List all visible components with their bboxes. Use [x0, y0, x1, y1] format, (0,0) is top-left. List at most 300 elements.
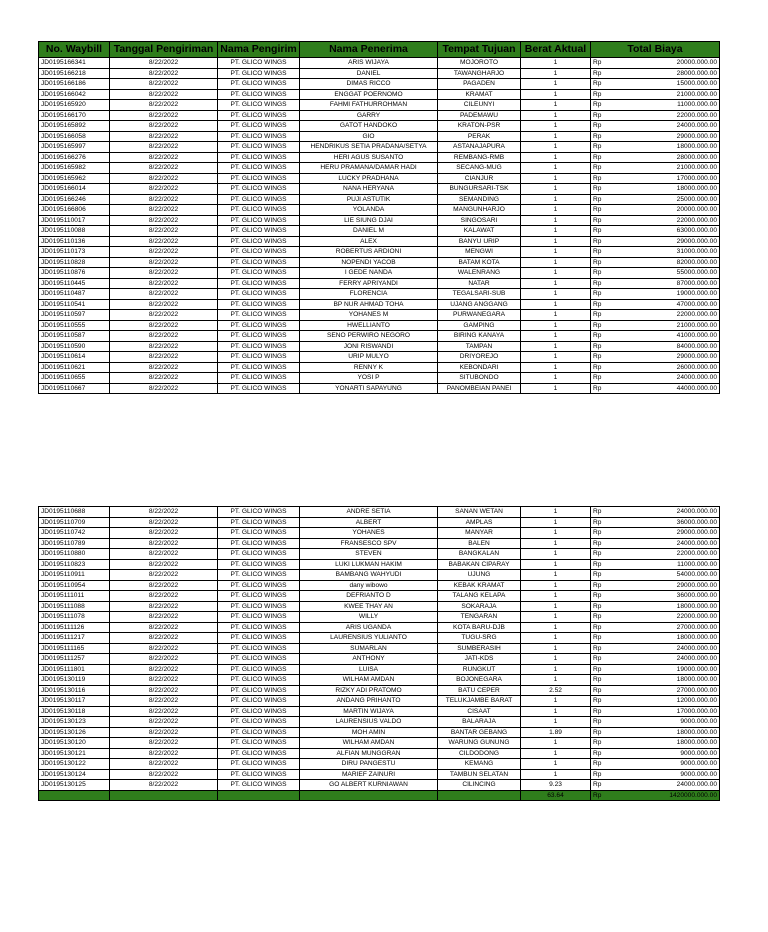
cell-tujuan: BANGKALAN	[438, 549, 521, 560]
cell-tanggal: 8/22/2022	[110, 152, 218, 163]
cell-pengirim: PT. GLICO WINGS	[218, 226, 300, 237]
cell-pengirim: PT. GLICO WINGS	[218, 362, 300, 373]
cell-currency: Rp	[591, 236, 609, 247]
cell-berat: 1	[521, 696, 591, 707]
cell-biaya: 18000.000.00	[609, 727, 720, 738]
cell-waybill: JD0195166170	[39, 110, 110, 121]
table-row	[39, 373, 720, 384]
table-row	[39, 142, 720, 153]
table-row	[39, 696, 720, 707]
cell-tanggal: 8/22/2022	[110, 68, 218, 79]
cell-currency: Rp	[591, 675, 609, 686]
cell-tujuan: CILINCING	[438, 780, 521, 791]
waybill-table-page-2	[38, 506, 720, 801]
cell-penerima: SUMARLAN	[300, 643, 438, 654]
cell-waybill: JD0195166042	[39, 89, 110, 100]
cell-waybill: JD0195111078	[39, 612, 110, 623]
cell-berat: 1	[521, 236, 591, 247]
cell-penerima: DIMAS RICCO	[300, 79, 438, 90]
cell-currency: Rp	[591, 278, 609, 289]
cell-penerima: NOPENDI YACOB	[300, 257, 438, 268]
cell-berat: 1	[521, 570, 591, 581]
cell-tanggal: 8/22/2022	[110, 184, 218, 195]
table-row	[39, 362, 720, 373]
cell-currency: Rp	[591, 100, 609, 111]
cell-tanggal: 8/22/2022	[110, 100, 218, 111]
table-row	[39, 194, 720, 205]
cell-biaya: 24000.000.00	[609, 538, 720, 549]
cell-currency: Rp	[591, 685, 609, 696]
cell-penerima: DEFRIANTO D	[300, 591, 438, 602]
cell-penerima: ANDANG PRIHANTO	[300, 696, 438, 707]
cell-biaya: 82000.000.00	[609, 257, 720, 268]
cell-biaya: 28000.000.00	[609, 152, 720, 163]
cell-tanggal: 8/22/2022	[110, 205, 218, 216]
cell-penerima: GATOT HANDOKO	[300, 121, 438, 132]
cell-berat: 1	[521, 580, 591, 591]
cell-biaya: 22000.000.00	[609, 110, 720, 121]
cell-tanggal: 8/22/2022	[110, 727, 218, 738]
cell-tujuan: MANYAR	[438, 528, 521, 539]
cell-berat: 1	[521, 549, 591, 560]
cell-tanggal: 8/22/2022	[110, 528, 218, 539]
table-row	[39, 780, 720, 791]
cell-tanggal: 8/22/2022	[110, 131, 218, 142]
cell-tanggal: 8/22/2022	[110, 769, 218, 780]
cell-penerima: YONARTI SAPAYUNG	[300, 383, 438, 394]
cell-waybill: JD0195165892	[39, 121, 110, 132]
cell-pengirim: PT. GLICO WINGS	[218, 528, 300, 539]
cell-penerima: MARIEF ZAINURI	[300, 769, 438, 780]
cell-penerima: FLORENCIA	[300, 289, 438, 300]
cell-tanggal: 8/22/2022	[110, 633, 218, 644]
table-row	[39, 507, 720, 518]
table-row	[39, 549, 720, 560]
cell-berat: 1	[521, 517, 591, 528]
table-row	[39, 570, 720, 581]
table-row	[39, 173, 720, 184]
cell-waybill: JD0195130117	[39, 696, 110, 707]
cell-tanggal: 8/22/2022	[110, 570, 218, 581]
cell-biaya: 24000.000.00	[609, 780, 720, 791]
cell-tanggal: 8/22/2022	[110, 341, 218, 352]
total-empty-cell	[300, 790, 438, 801]
cell-penerima: LUCKY PRADHANA	[300, 173, 438, 184]
cell-currency: Rp	[591, 89, 609, 100]
cell-berat: 1	[521, 352, 591, 363]
cell-biaya: 55000.000.00	[609, 268, 720, 279]
cell-penerima: KWEE THAY AN	[300, 601, 438, 612]
cell-biaya: 22000.000.00	[609, 310, 720, 321]
cell-pengirim: PT. GLICO WINGS	[218, 100, 300, 111]
cell-currency: Rp	[591, 748, 609, 759]
cell-tujuan: MOJOROTO	[438, 58, 521, 69]
cell-penerima: LIE SIUNG DJAI	[300, 215, 438, 226]
cell-pengirim: PT. GLICO WINGS	[218, 299, 300, 310]
cell-waybill: JD0195110688	[39, 507, 110, 518]
cell-berat: 1	[521, 633, 591, 644]
cell-pengirim: PT. GLICO WINGS	[218, 383, 300, 394]
cell-biaya: 19000.000.00	[609, 664, 720, 675]
cell-pengirim: PT. GLICO WINGS	[218, 601, 300, 612]
cell-currency: Rp	[591, 110, 609, 121]
table-row	[39, 310, 720, 321]
cell-waybill: JD0195130124	[39, 769, 110, 780]
table-row	[39, 247, 720, 258]
table-row	[39, 205, 720, 216]
cell-tujuan: KRATON-PSR	[438, 121, 521, 132]
cell-tujuan: PADEMAWU	[438, 110, 521, 121]
cell-currency: Rp	[591, 383, 609, 394]
cell-currency: Rp	[591, 706, 609, 717]
cell-pengirim: PT. GLICO WINGS	[218, 727, 300, 738]
table-row	[39, 257, 720, 268]
table-row	[39, 769, 720, 780]
cell-pengirim: PT. GLICO WINGS	[218, 507, 300, 518]
table-row	[39, 163, 720, 174]
table-body-1	[39, 58, 720, 394]
cell-tujuan: TELUKJAMBE BARAT	[438, 696, 521, 707]
cell-biaya: 87000.000.00	[609, 278, 720, 289]
cell-tanggal: 8/22/2022	[110, 706, 218, 717]
cell-currency: Rp	[591, 215, 609, 226]
cell-pengirim: PT. GLICO WINGS	[218, 173, 300, 184]
cell-pengirim: PT. GLICO WINGS	[218, 612, 300, 623]
cell-waybill: JD0195165982	[39, 163, 110, 174]
cell-berat: 1	[521, 247, 591, 258]
cell-pengirim: PT. GLICO WINGS	[218, 131, 300, 142]
cell-waybill: JD0195110587	[39, 331, 110, 342]
cell-penerima: MARTIN WIJAYA	[300, 706, 438, 717]
header-row	[39, 42, 720, 58]
cell-waybill: JD0195110954	[39, 580, 110, 591]
cell-currency: Rp	[591, 184, 609, 195]
cell-currency: Rp	[591, 528, 609, 539]
cell-biaya: 47000.000.00	[609, 299, 720, 310]
cell-tanggal: 8/22/2022	[110, 612, 218, 623]
cell-tanggal: 8/22/2022	[110, 352, 218, 363]
cell-currency: Rp	[591, 538, 609, 549]
cell-penerima: FRANSESCO SPV	[300, 538, 438, 549]
cell-tujuan: TAWANGHARJO	[438, 68, 521, 79]
cell-waybill: JD0195166276	[39, 152, 110, 163]
cell-currency: Rp	[591, 769, 609, 780]
cell-currency: Rp	[591, 194, 609, 205]
cell-berat: 1	[521, 142, 591, 153]
cell-pengirim: PT. GLICO WINGS	[218, 341, 300, 352]
cell-currency: Rp	[591, 257, 609, 268]
cell-biaya: 18000.000.00	[609, 738, 720, 749]
cell-berat: 1	[521, 58, 591, 69]
cell-biaya: 29000.000.00	[609, 580, 720, 591]
cell-tujuan: JATI-KDS	[438, 654, 521, 665]
cell-biaya: 9000.000.00	[609, 717, 720, 728]
cell-berat: 1	[521, 706, 591, 717]
cell-penerima: ALFIAN MUNGGRAN	[300, 748, 438, 759]
cell-tujuan: KEMANG	[438, 759, 521, 770]
cell-penerima: FERRY APRIYANDI	[300, 278, 438, 289]
cell-tanggal: 8/22/2022	[110, 748, 218, 759]
cell-berat: 1	[521, 320, 591, 331]
cell-berat: 1	[521, 226, 591, 237]
cell-penerima: HWELLIANTO	[300, 320, 438, 331]
cell-berat: 1	[521, 289, 591, 300]
cell-biaya: 24000.000.00	[609, 654, 720, 665]
cell-berat: 1	[521, 278, 591, 289]
cell-tanggal: 8/22/2022	[110, 121, 218, 132]
cell-biaya: 28000.000.00	[609, 68, 720, 79]
table-row	[39, 706, 720, 717]
cell-waybill: JD0195166186	[39, 79, 110, 90]
cell-tujuan: BUNGURSARI-TSK	[438, 184, 521, 195]
table-row	[39, 79, 720, 90]
cell-waybill: JD0195110655	[39, 373, 110, 384]
cell-penerima: HERU PRAMANA/DAMAR HADI	[300, 163, 438, 174]
cell-tanggal: 8/22/2022	[110, 559, 218, 570]
cell-pengirim: PT. GLICO WINGS	[218, 780, 300, 791]
table-row	[39, 110, 720, 121]
cell-tujuan: BABAKAN CIPARAY	[438, 559, 521, 570]
cell-waybill: JD0195166058	[39, 131, 110, 142]
cell-pengirim: PT. GLICO WINGS	[218, 738, 300, 749]
cell-tanggal: 8/22/2022	[110, 717, 218, 728]
cell-pengirim: PT. GLICO WINGS	[218, 759, 300, 770]
table-row	[39, 131, 720, 142]
cell-tujuan: GAMPING	[438, 320, 521, 331]
cell-penerima: HENDRIKUS SETIA PRADANA/SETYA	[300, 142, 438, 153]
table-row	[39, 184, 720, 195]
total-biaya: 1420000.000.00	[609, 790, 720, 801]
table-body-2	[39, 507, 720, 791]
cell-penerima: SENO PERWIRO NEGORO	[300, 331, 438, 342]
cell-tanggal: 8/22/2022	[110, 383, 218, 394]
table-row	[39, 100, 720, 111]
cell-tanggal: 8/22/2022	[110, 759, 218, 770]
table-row	[39, 383, 720, 394]
header-biaya: Total Biaya	[591, 42, 720, 58]
cell-pengirim: PT. GLICO WINGS	[218, 110, 300, 121]
cell-pengirim: PT. GLICO WINGS	[218, 717, 300, 728]
cell-tujuan: KOTA BARU-DJB	[438, 622, 521, 633]
cell-tanggal: 8/22/2022	[110, 173, 218, 184]
cell-tanggal: 8/22/2022	[110, 580, 218, 591]
cell-tanggal: 8/22/2022	[110, 664, 218, 675]
cell-penerima: BP NUR AHMAD TOHA	[300, 299, 438, 310]
cell-penerima: LAURENSIUS YULIANTO	[300, 633, 438, 644]
cell-berat: 1	[521, 654, 591, 665]
cell-currency: Rp	[591, 664, 609, 675]
cell-tujuan: CISAAT	[438, 706, 521, 717]
cell-waybill: JD0195130123	[39, 717, 110, 728]
cell-biaya: 18000.000.00	[609, 601, 720, 612]
cell-pengirim: PT. GLICO WINGS	[218, 748, 300, 759]
cell-pengirim: PT. GLICO WINGS	[218, 559, 300, 570]
cell-waybill: JD0195165962	[39, 173, 110, 184]
cell-waybill: JD0195165997	[39, 142, 110, 153]
cell-berat: 1	[521, 769, 591, 780]
cell-currency: Rp	[591, 268, 609, 279]
cell-penerima: DANIEL M	[300, 226, 438, 237]
cell-penerima: WILHAM AMDAN	[300, 675, 438, 686]
cell-tujuan: KEBAK KRAMAT	[438, 580, 521, 591]
cell-penerima: YOHANES M	[300, 310, 438, 321]
cell-berat: 1	[521, 601, 591, 612]
cell-tanggal: 8/22/2022	[110, 507, 218, 518]
table-row	[39, 580, 720, 591]
total-berat: 63.64	[521, 790, 591, 801]
cell-berat: 1	[521, 68, 591, 79]
table-row	[39, 89, 720, 100]
cell-berat: 1	[521, 257, 591, 268]
cell-penerima: ROBERTUS ARDIONI	[300, 247, 438, 258]
cell-tanggal: 8/22/2022	[110, 362, 218, 373]
cell-tujuan: BALEN	[438, 538, 521, 549]
cell-waybill: JD0195110614	[39, 352, 110, 363]
cell-tanggal: 8/22/2022	[110, 257, 218, 268]
cell-waybill: JD0195110823	[39, 559, 110, 570]
cell-currency: Rp	[591, 507, 609, 518]
cell-tujuan: BATAM KOTA	[438, 257, 521, 268]
cell-berat: 1	[521, 194, 591, 205]
table-row	[39, 759, 720, 770]
cell-waybill: JD0195110017	[39, 215, 110, 226]
total-empty-cell	[438, 790, 521, 801]
cell-currency: Rp	[591, 622, 609, 633]
table-row	[39, 643, 720, 654]
cell-biaya: 20000.000.00	[609, 58, 720, 69]
cell-berat: 1	[521, 373, 591, 384]
cell-berat: 1	[521, 121, 591, 132]
cell-waybill: JD0195166341	[39, 58, 110, 69]
cell-pengirim: PT. GLICO WINGS	[218, 289, 300, 300]
cell-berat: 1	[521, 205, 591, 216]
cell-pengirim: PT. GLICO WINGS	[218, 215, 300, 226]
cell-pengirim: PT. GLICO WINGS	[218, 706, 300, 717]
cell-currency: Rp	[591, 362, 609, 373]
cell-currency: Rp	[591, 696, 609, 707]
cell-biaya: 29000.000.00	[609, 236, 720, 247]
cell-tanggal: 8/22/2022	[110, 215, 218, 226]
cell-berat: 1	[521, 89, 591, 100]
cell-biaya: 26000.000.00	[609, 362, 720, 373]
cell-tanggal: 8/22/2022	[110, 320, 218, 331]
cell-tanggal: 8/22/2022	[110, 58, 218, 69]
cell-waybill: JD0195130125	[39, 780, 110, 791]
cell-currency: Rp	[591, 79, 609, 90]
cell-pengirim: PT. GLICO WINGS	[218, 184, 300, 195]
cell-waybill: JD0195110789	[39, 538, 110, 549]
cell-waybill: JD0195110597	[39, 310, 110, 321]
cell-pengirim: PT. GLICO WINGS	[218, 591, 300, 602]
cell-currency: Rp	[591, 559, 609, 570]
cell-pengirim: PT. GLICO WINGS	[218, 205, 300, 216]
cell-biaya: 22000.000.00	[609, 215, 720, 226]
cell-pengirim: PT. GLICO WINGS	[218, 310, 300, 321]
cell-waybill: JD0195166218	[39, 68, 110, 79]
cell-currency: Rp	[591, 601, 609, 612]
cell-tujuan: BALARAJA	[438, 717, 521, 728]
header-pengirim: Nama Pengirim	[218, 42, 300, 58]
cell-penerima: RIZKY ADI PRATOMO	[300, 685, 438, 696]
cell-currency: Rp	[591, 331, 609, 342]
cell-waybill: JD0195110911	[39, 570, 110, 581]
table-row	[39, 717, 720, 728]
cell-biaya: 27000.000.00	[609, 685, 720, 696]
cell-currency: Rp	[591, 580, 609, 591]
total-empty-cell	[110, 790, 218, 801]
cell-berat: 1	[521, 362, 591, 373]
cell-penerima: GIO	[300, 131, 438, 142]
cell-berat: 1	[521, 559, 591, 570]
cell-biaya: 31000.000.00	[609, 247, 720, 258]
cell-tujuan: RUNGKUT	[438, 664, 521, 675]
cell-tanggal: 8/22/2022	[110, 685, 218, 696]
cell-penerima: GARRY	[300, 110, 438, 121]
cell-berat: 1	[521, 163, 591, 174]
cell-pengirim: PT. GLICO WINGS	[218, 580, 300, 591]
cell-tujuan: WALENRANG	[438, 268, 521, 279]
table-row	[39, 517, 720, 528]
cell-currency: Rp	[591, 341, 609, 352]
cell-berat: 1	[521, 664, 591, 675]
cell-waybill: JD0195110590	[39, 341, 110, 352]
cell-currency: Rp	[591, 633, 609, 644]
cell-tujuan: MENGWI	[438, 247, 521, 258]
cell-penerima: WILLY	[300, 612, 438, 623]
cell-pengirim: PT. GLICO WINGS	[218, 320, 300, 331]
cell-biaya: 27000.000.00	[609, 622, 720, 633]
cell-pengirim: PT. GLICO WINGS	[218, 696, 300, 707]
cell-biaya: 11000.000.00	[609, 100, 720, 111]
table-row	[39, 215, 720, 226]
cell-waybill: JD0195166014	[39, 184, 110, 195]
cell-tujuan: BOJONEGARA	[438, 675, 521, 686]
cell-waybill: JD0195130116	[39, 685, 110, 696]
table-row	[39, 58, 720, 69]
cell-waybill: JD0195110541	[39, 299, 110, 310]
cell-currency: Rp	[591, 654, 609, 665]
cell-pengirim: PT. GLICO WINGS	[218, 79, 300, 90]
cell-tanggal: 8/22/2022	[110, 226, 218, 237]
cell-currency: Rp	[591, 58, 609, 69]
cell-currency: Rp	[591, 299, 609, 310]
cell-tanggal: 8/22/2022	[110, 194, 218, 205]
cell-tujuan: WARUNG GUNUNG	[438, 738, 521, 749]
cell-pengirim: PT. GLICO WINGS	[218, 769, 300, 780]
table-row	[39, 685, 720, 696]
cell-tanggal: 8/22/2022	[110, 247, 218, 258]
cell-pengirim: PT. GLICO WINGS	[218, 331, 300, 342]
cell-currency: Rp	[591, 727, 609, 738]
cell-berat: 1	[521, 131, 591, 142]
cell-penerima: GO ALBERT KURNIAWAN	[300, 780, 438, 791]
cell-biaya: 36000.000.00	[609, 591, 720, 602]
cell-berat: 1	[521, 643, 591, 654]
cell-currency: Rp	[591, 205, 609, 216]
table-row	[39, 226, 720, 237]
cell-penerima: JONI RISWANDI	[300, 341, 438, 352]
cell-pengirim: PT. GLICO WINGS	[218, 622, 300, 633]
cell-berat: 1	[521, 528, 591, 539]
total-row	[39, 790, 720, 801]
cell-pengirim: PT. GLICO WINGS	[218, 570, 300, 581]
cell-biaya: 11000.000.00	[609, 559, 720, 570]
table-row	[39, 528, 720, 539]
cell-pengirim: PT. GLICO WINGS	[218, 517, 300, 528]
cell-berat: 1	[521, 738, 591, 749]
cell-biaya: 22000.000.00	[609, 612, 720, 623]
cell-currency: Rp	[591, 570, 609, 581]
